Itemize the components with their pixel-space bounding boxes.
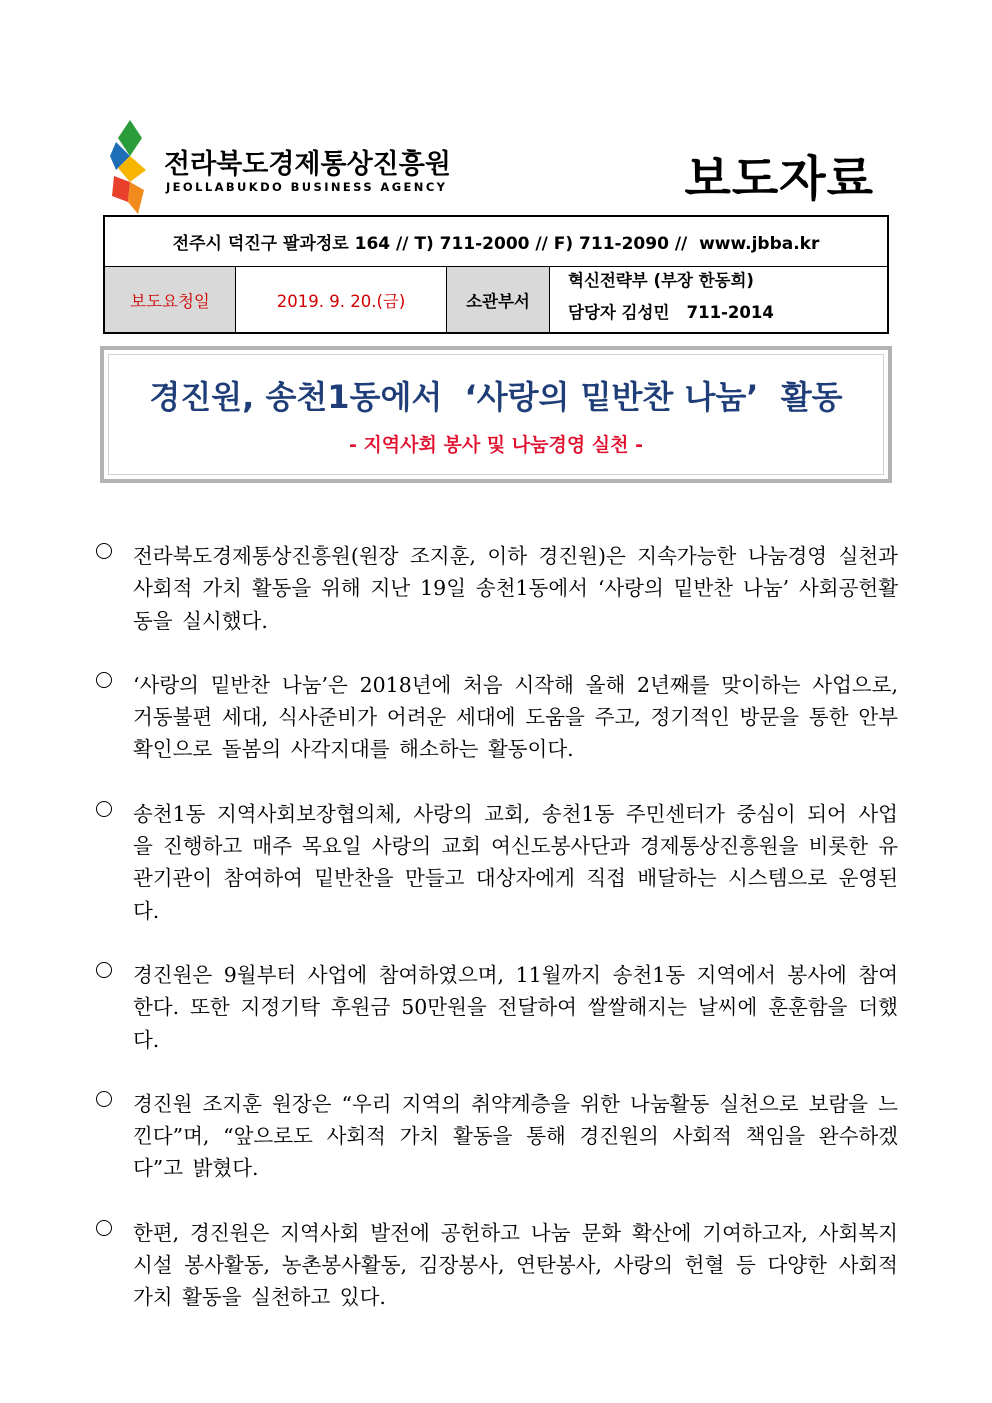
- department-info: [550, 267, 887, 332]
- paragraph-text: 한편, 경진원은 지역사회 발전에 공헌하고 나눔 문화 확산에 기여하고자, 사회복지시설 봉사활동, 농촌봉사활동, 김장봉사, 연탄봉사, 사랑의 헌혈 등 다양한 사회적 가치 활동을 실천하고 있다.: [133, 1220, 898, 1310]
- circle-bullet-icon: [96, 1220, 112, 1236]
- org-name-korean: 전라북도경제통상진흥원: [164, 149, 451, 180]
- department-name: 혁신전략부 (부장 한동희): [568, 271, 754, 290]
- department-label: 소관부서: [447, 267, 550, 332]
- paragraph-text: 경진원 조지훈 원장은 “우리 지역의 취약계층을 위한 나눔활동 실천으로 보람을 느낀다”며, “앞으로도 사회적 가치 활동을 통해 경진원의 사회적 책임을 완수하겠다”고 밝혔다.: [133, 1091, 898, 1181]
- circle-bullet-icon: [96, 962, 112, 978]
- paragraph: [96, 540, 898, 637]
- headline-title: 경진원, 송천1동에서 ‘사랑의 밑반찬 나눔’ 활동: [149, 378, 843, 416]
- paragraph: [96, 669, 898, 766]
- request-date-label: 보도요청일: [105, 267, 236, 332]
- contact-line: 전주시 덕진구 팔과정로 164 // T) 711-2000 // F) 711-2090 // www.jbba.kr: [172, 234, 820, 254]
- contact-row: [105, 217, 887, 267]
- document-type-title: 보도자료: [684, 151, 874, 207]
- press-info-table: [103, 215, 889, 334]
- article-body: [96, 540, 898, 1346]
- paragraph-text: 경진원은 9월부터 사업에 참여하였으며, 11월까지 송천1동 지역에서 봉사에 참여한다. 또한 지정기탁 후원금 50만원을 전달하여 쌀쌀해지는 날씨에 훈훈함을 더했다.: [133, 962, 898, 1052]
- circle-bullet-icon: [96, 801, 112, 817]
- paragraph-text: 송천1동 지역사회보장협의체, 사랑의 교회, 송천1동 주민센터가 중심이 되어 사업을 진행하고 매주 목요일 사랑의 교회 여신도봉사단과 경제통상진흥원을 비롯한 유관기관이 참여하여 밑반찬을 만들고 대상자에게 직접 배달하는 시스템으로 운영된다.: [133, 801, 898, 923]
- paragraph-text: 전라북도경제통상진흥원(원장 조지훈, 이하 경진원)은 지속가능한 나눔경영 실천과 사회적 가치 활동을 위해 지난 19일 송천1동에서 ‘사랑의 밑반찬 나눔’ 사회공헌활동을 실시했다.: [133, 544, 898, 633]
- contact-person: 담당자 김성민 711-2014: [568, 303, 774, 322]
- request-date-value: 2019. 9. 20.(금): [236, 267, 447, 332]
- agency-emblem-icon: [108, 120, 160, 216]
- circle-bullet-icon: [96, 672, 112, 688]
- org-logo: [108, 120, 451, 216]
- paragraph-text: ‘사랑의 밑반찬 나눔’은 2018년에 처음 시작해 올해 2년째를 맞이하는 사업으로, 거동불편 세대, 식사준비가 어려운 세대에 도움을 주고, 정기적인 방문을 통한 안부확인으로 돌봄의 사각지대를 해소하는 활동이다.: [133, 672, 898, 762]
- paragraph: [96, 1217, 898, 1314]
- paragraph: [96, 798, 898, 927]
- org-name-english: JEOLLABUKDO BUSINESS AGENCY: [166, 180, 448, 194]
- headline-subtitle: - 지역사회 봉사 및 나눔경영 실천 -: [348, 434, 644, 456]
- circle-bullet-icon: [96, 543, 112, 559]
- paragraph: [96, 1088, 898, 1185]
- paragraph: [96, 959, 898, 1056]
- circle-bullet-icon: [96, 1091, 112, 1107]
- headline-box: [100, 346, 892, 483]
